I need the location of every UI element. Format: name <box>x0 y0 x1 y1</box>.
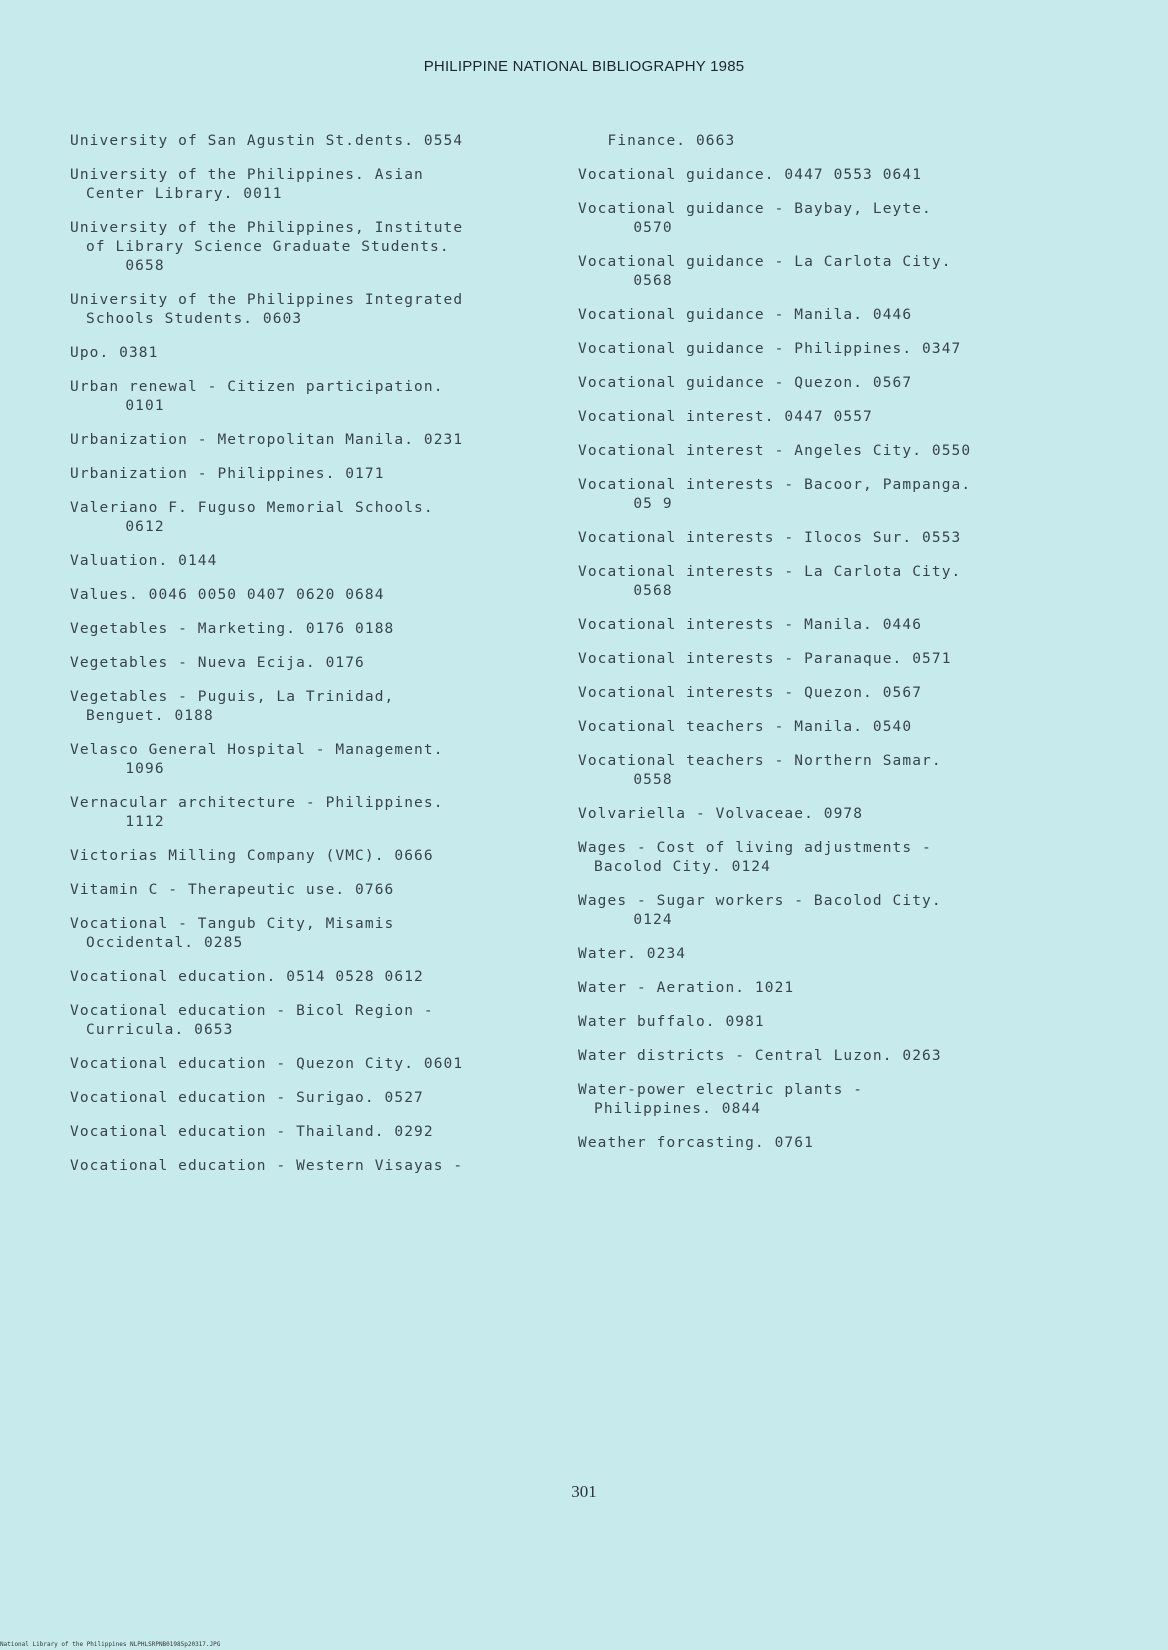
index-entry: Vocational interests - Paranaque. 0571 <box>578 651 952 667</box>
index-entry: Vernacular architecture - Philippines. 1112 <box>70 795 444 830</box>
running-head: PHILIPPINE NATIONAL BIBLIOGRAPHY 1985 <box>423 58 745 75</box>
index-entry: Values. 0046 0050 0407 0620 0684 <box>70 587 385 603</box>
index-entry: University of the Philippines Integrated Schools Students. 0603 <box>70 292 464 327</box>
index-entry: Victorias Milling Company (VMC). 0666 <box>70 848 434 864</box>
index-entry: Water-power electric plants - Philippines. 0844 <box>578 1082 864 1117</box>
index-entry: Vocational guidance - Manila. 0446 <box>578 307 913 323</box>
index-entry: Vocational - Tangub City, Misamis Occidental. 0285 <box>70 916 395 951</box>
index-entry: Vocational education. 0514 0528 0612 <box>70 969 424 985</box>
index-entry: Vocational interests - Ilocos Sur. 0553 <box>578 530 962 546</box>
index-entry: Vitamin C - Therapeutic use. 0766 <box>70 882 395 898</box>
index-entry: Vocational education - Western Visayas - <box>70 1158 464 1174</box>
index-entry: University of San Agustin St.dents. 0554 <box>70 133 464 149</box>
index-entry: Valuation. 0144 <box>70 553 218 569</box>
index-entry: Vocational guidance. 0447 0553 0641 <box>578 167 923 183</box>
page-number: 301 <box>571 1482 597 1501</box>
index-entry: Water - Aeration. 1021 <box>578 980 795 996</box>
index-entry: Vocational interest - Angeles City. 0550 <box>578 443 972 459</box>
index-entry: Water districts - Central Luzon. 0263 <box>578 1048 942 1064</box>
index-entry: Urban renewal - Citizen participation. 0101 <box>70 379 444 414</box>
index-entry: Vocational interests - Manila. 0446 <box>578 617 923 633</box>
index-entry: Vocational education - Quezon City. 0601 <box>70 1056 464 1072</box>
index-entry: Volvariella - Volvaceae. 0978 <box>578 806 864 822</box>
index-entry: Vocational interests - Quezon. 0567 <box>578 685 923 701</box>
index-entry: Vocational education - Bicol Region - Curricula. 0653 <box>70 1003 434 1038</box>
index-entry: Wages - Cost of living adjustments - Bacolod City. 0124 <box>578 840 932 875</box>
index-entry: Vocational guidance - La Carlota City. 0568 <box>578 254 952 289</box>
index-column-left <box>70 132 550 1191</box>
index-entry: Vocational education - Surigao. 0527 <box>70 1090 424 1106</box>
index-entry: Valeriano F. Fuguso Memorial Schools. 0612 <box>70 500 434 535</box>
index-entry: Finance. 0663 <box>578 133 736 149</box>
index-entry: Vocational interests - Bacoor, Pampanga. 05 9 <box>578 477 972 512</box>
scan-footer-note: National Library of the Philippines NLPHLSRPNB01985p20317.JPG <box>0 1641 221 1648</box>
index-column-right <box>578 132 1058 1168</box>
index-entry: Vegetables - Marketing. 0176 0188 <box>70 621 395 637</box>
index-entry: Water buffalo. 0981 <box>578 1014 765 1030</box>
index-entry: Wages - Sugar workers - Bacolod City. 0124 <box>578 893 942 928</box>
index-entry: University of the Philippines, Institute of Library Science Graduate Students. 0658 <box>70 220 464 274</box>
index-entry: Vocational guidance - Baybay, Leyte. 0570 <box>578 201 932 236</box>
index-entry: Upo. 0381 <box>70 345 159 361</box>
index-entry: Velasco General Hospital - Management. 1096 <box>70 742 444 777</box>
index-entry: Water. 0234 <box>578 946 687 962</box>
index-entry: Vocational interests - La Carlota City. 0568 <box>578 564 962 599</box>
index-entry: University of the Philippines. Asian Center Library. 0011 <box>70 167 424 202</box>
index-entry: Vocational guidance - Quezon. 0567 <box>578 375 913 391</box>
index-entry: Vegetables - Nueva Ecija. 0176 <box>70 655 365 671</box>
index-entry: Vocational teachers - Manila. 0540 <box>578 719 913 735</box>
index-entry: Vocational teachers - Northern Samar. 0558 <box>578 753 942 788</box>
index-entry: Urbanization - Philippines. 0171 <box>70 466 385 482</box>
index-entry: Vegetables - Puguis, La Trinidad, Benguet. 0188 <box>70 689 395 724</box>
index-entry: Weather forcasting. 0761 <box>578 1135 814 1151</box>
index-entry: Vocational education - Thailand. 0292 <box>70 1124 434 1140</box>
index-entry: Vocational interest. 0447 0557 <box>578 409 873 425</box>
index-entry: Vocational guidance - Philippines. 0347 <box>578 341 962 357</box>
index-entry: Urbanization - Metropolitan Manila. 0231 <box>70 432 464 448</box>
